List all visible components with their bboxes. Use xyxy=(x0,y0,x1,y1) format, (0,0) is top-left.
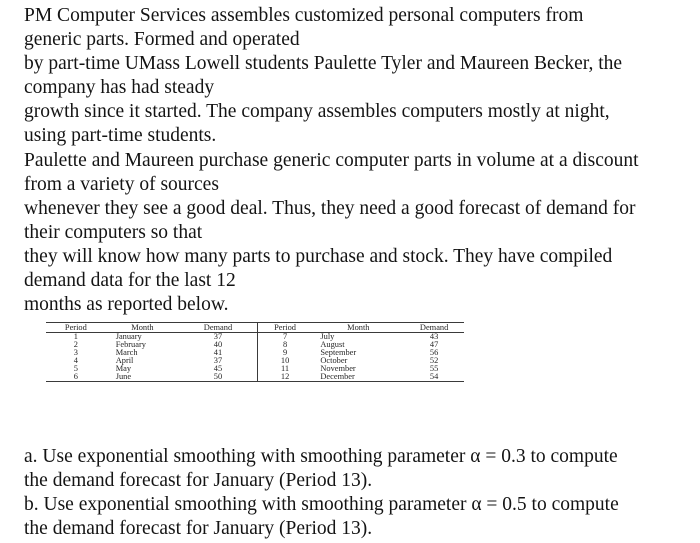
intro-line: demand data for the last 12 xyxy=(24,270,236,292)
column-header-period: Period xyxy=(257,323,312,333)
intro-line: PM Computer Services assembles customized personal computers from xyxy=(24,5,584,26)
cell-demand: 55 xyxy=(429,364,439,374)
demand-table xyxy=(46,322,464,382)
cell-period: 7 xyxy=(257,333,312,342)
table-row xyxy=(46,373,464,382)
cell-month: May xyxy=(115,364,132,374)
intro-line: by part-time UMass Lowell students Paulette Tyler and Maureen Becker, the xyxy=(24,53,623,75)
intro-line: they will know how many parts to purchase and stock. They have compiled xyxy=(24,245,613,267)
cell-demand: 37 xyxy=(213,332,223,342)
cell-demand: 43 xyxy=(429,332,439,342)
cell-period: 1 xyxy=(73,332,78,342)
cell-month: July xyxy=(320,332,335,342)
intro-line: company has had steady xyxy=(24,77,215,99)
cell-demand: 40 xyxy=(213,340,223,350)
intro-line: whenever they see a good deal. Thus, they need a good forecast of demand for xyxy=(24,197,636,219)
cell-month: December xyxy=(312,373,404,382)
cell-period: 3 xyxy=(73,348,78,358)
demand-table-container xyxy=(46,322,464,400)
column-header-month: Month xyxy=(312,323,404,333)
table-row xyxy=(46,357,464,365)
cell-month: April xyxy=(115,356,134,366)
cell-month: September xyxy=(320,348,357,358)
table-header-row xyxy=(46,323,464,333)
cell-month: June xyxy=(106,373,179,382)
intro-line: generic parts. Formed and operated xyxy=(24,29,300,51)
cell-demand: 50 xyxy=(179,373,257,382)
cell-period: 9 xyxy=(257,349,312,357)
question-a-line: a. Use exponential smoothing with smoothing parameter α = 0.3 to compute xyxy=(24,446,618,467)
question-b-line: b. Use exponential smoothing with smoothing parameter α = 0.5 to compute xyxy=(24,494,619,516)
cell-month: February xyxy=(115,340,146,350)
cell-period: 4 xyxy=(73,356,78,366)
intro-line: Paulette and Maureen purchase generic computer parts in volume at a discount xyxy=(24,149,639,171)
column-header-demand: Demand xyxy=(404,323,464,333)
cell-period: 2 xyxy=(73,340,78,350)
cell-demand: 54 xyxy=(404,373,464,382)
cell-month: October xyxy=(320,356,348,366)
cell-demand: 41 xyxy=(213,348,223,358)
cell-period: 11 xyxy=(257,365,312,373)
intro-line: months as reported below. xyxy=(24,294,229,316)
intro-line: using part-time students. xyxy=(24,125,217,147)
column-header-demand: Demand xyxy=(179,323,257,333)
cell-period: 12 xyxy=(257,373,312,382)
question-a-line: the demand forecast for January (Period 13). xyxy=(24,470,373,492)
cell-month: January xyxy=(115,332,142,342)
cell-month: August xyxy=(320,340,345,350)
cell-period: 8 xyxy=(257,341,312,349)
question-block xyxy=(24,445,694,541)
table-row xyxy=(46,365,464,373)
table-row xyxy=(46,349,464,357)
cell-demand: 45 xyxy=(213,364,223,374)
cell-month: March xyxy=(115,348,138,358)
cell-demand: 52 xyxy=(429,356,439,366)
cell-demand: 37 xyxy=(213,356,223,366)
cell-period: 6 xyxy=(46,373,106,382)
cell-month: November xyxy=(320,364,356,374)
question-b-line: the demand forecast for January (Period 13). xyxy=(24,518,373,540)
table-row xyxy=(46,333,464,342)
cell-demand: 56 xyxy=(429,348,439,358)
column-header-period: Period xyxy=(46,323,106,333)
intro-line: from a variety of sources xyxy=(24,173,219,195)
cell-period: 5 xyxy=(73,364,78,374)
cell-period: 10 xyxy=(257,357,312,365)
intro-line: growth since it started. The company assembles computers mostly at night, xyxy=(24,101,610,123)
intro-line: their computers so that xyxy=(24,221,203,243)
table-row xyxy=(46,341,464,349)
problem-intro xyxy=(24,4,690,317)
column-header-month: Month xyxy=(106,323,179,333)
cell-demand: 47 xyxy=(429,340,439,350)
